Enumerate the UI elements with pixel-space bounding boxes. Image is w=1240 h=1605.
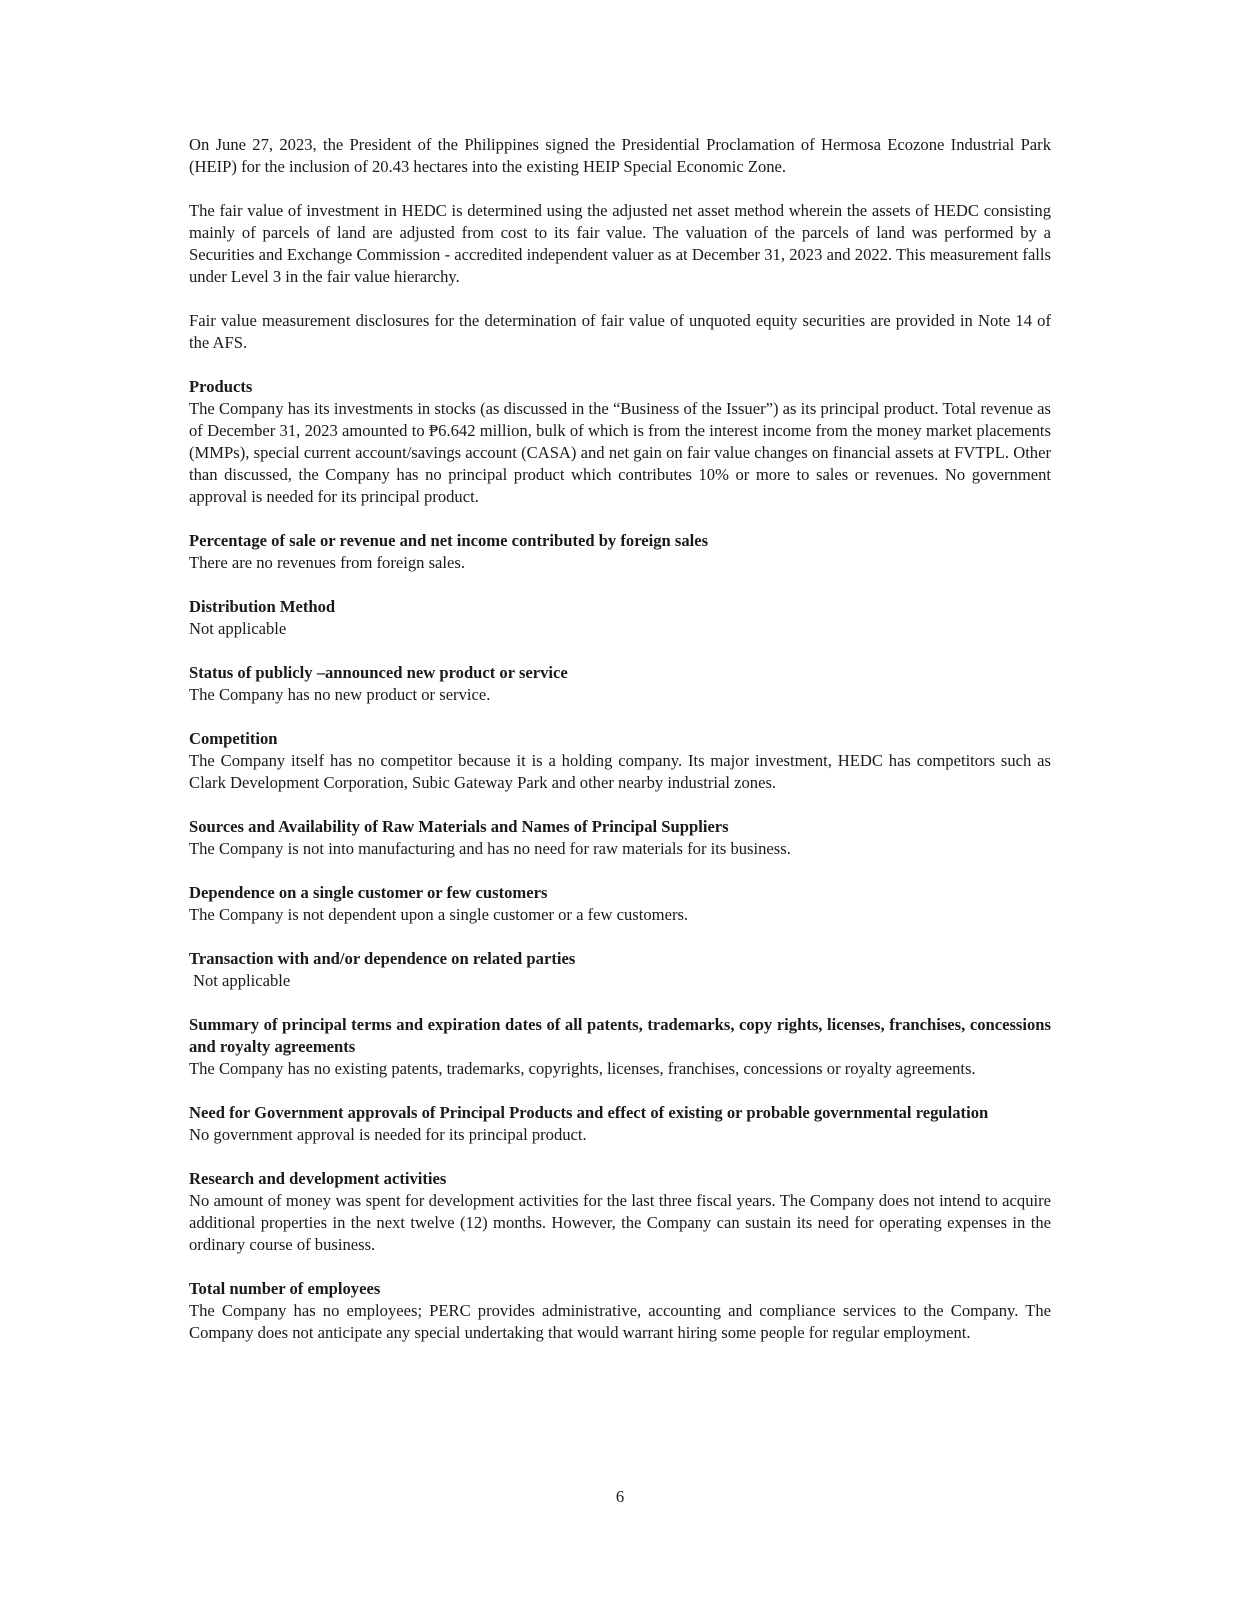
intro-paragraph-heip: On June 27, 2023, the President of the Philippines signed the Presidential Proclamation of Hermosa Ecozone Industrial Park (HEIP) for the inclusion of 20.43 hectares into the existing HEIP Special Economic Zone.: [189, 135, 1051, 176]
section-related-parties: [189, 948, 1051, 992]
section-body: The Company has no employees; PERC provides administrative, accounting and compliance services to the Company. The Company does not anticipate any special undertaking that would warrant hiring some people for regular employment.: [189, 1301, 1051, 1342]
section-distribution-method: [189, 596, 1051, 640]
section-heading: Products: [189, 377, 253, 396]
section-body: No amount of money was spent for development activities for the last three fiscal years. The Company does not intend to acquire additional properties in the next twelve (12) months. However, the Company can sustain its need for operating expenses in the ordinary course of business.: [189, 1191, 1051, 1254]
section-employees: [189, 1278, 1051, 1344]
section-heading: Need for Government approvals of Principal Products and effect of existing or probable governmental regulation: [189, 1103, 989, 1122]
section-body: The Company is not dependent upon a single customer or a few customers.: [189, 905, 689, 924]
section-heading: Transaction with and/or dependence on related parties: [189, 949, 576, 968]
section-body: The Company has no existing patents, trademarks, copyrights, licenses, franchises, concessions or royalty agreements.: [189, 1059, 976, 1078]
section-heading: Summary of principal terms and expiration dates of all patents, trademarks, copy rights, licenses, franchises, concessions and royalty agreements: [189, 1015, 1051, 1056]
section-heading: Status of publicly –announced new product or service: [189, 663, 568, 682]
section-research-development: [189, 1168, 1051, 1256]
intro-paragraph-fair-value: The fair value of investment in HEDC is determined using the adjusted net asset method wherein the assets of HEDC consisting mainly of parcels of land are adjusted from cost to its fair value. The valuation of the parcels of land was performed by a Securities and Exchange Commission - accredited independent valuer as at December 31, 2023 and 2022. This measurement falls under Level 3 in the fair value hierarchy.: [189, 201, 1051, 286]
section-heading: Sources and Availability of Raw Materials and Names of Principal Suppliers: [189, 817, 729, 836]
section-body: The Company itself has no competitor because it is a holding company. Its major investment, HEDC has competitors such as Clark Development Corporation, Subic Gateway Park and other nearby industrial zones.: [189, 751, 1051, 792]
section-body: Not applicable: [193, 971, 291, 990]
section-heading: Research and development activities: [189, 1169, 447, 1188]
section-heading: Dependence on a single customer or few customers: [189, 883, 548, 902]
section-heading: Total number of employees: [189, 1279, 381, 1298]
intro-paragraph-disclosures: Fair value measurement disclosures for the determination of fair value of unquoted equity securities are provided in Note 14 of the AFS.: [189, 311, 1051, 352]
section-products: [189, 376, 1051, 508]
section-raw-materials: [189, 816, 1051, 860]
section-body: There are no revenues from foreign sales.: [189, 553, 465, 572]
section-patents-trademarks: [189, 1014, 1051, 1080]
document-body: [189, 134, 1051, 1366]
section-government-approvals: [189, 1102, 1051, 1146]
section-customer-dependence: [189, 882, 1051, 926]
section-competition: [189, 728, 1051, 794]
section-body: No government approval is needed for its principal product.: [189, 1125, 587, 1144]
section-body: The Company is not into manufacturing and has no need for raw materials for its business.: [189, 839, 791, 858]
section-new-product-status: [189, 662, 1051, 706]
section-heading: Distribution Method: [189, 597, 336, 616]
page-number: 6: [615, 1487, 625, 1506]
section-foreign-sales: [189, 530, 1051, 574]
section-body: The Company has no new product or service.: [189, 685, 491, 704]
section-body: Not applicable: [189, 619, 287, 638]
section-heading: Competition: [189, 729, 278, 748]
section-body: The Company has its investments in stocks (as discussed in the “Business of the Issuer”) as its principal product. Total revenue as of December 31, 2023 amounted to ₱6.642 million, bulk of which is from the interest income from the money market placements (MMPs), special current account/savings account (CASA) and net gain on fair value changes on financial assets at FVTPL. Other than discussed, the Company has no principal product which contributes 10% or more to sales or revenues. No government approval is needed for its principal product.: [189, 399, 1051, 506]
section-heading: Percentage of sale or revenue and net income contributed by foreign sales: [189, 531, 709, 550]
